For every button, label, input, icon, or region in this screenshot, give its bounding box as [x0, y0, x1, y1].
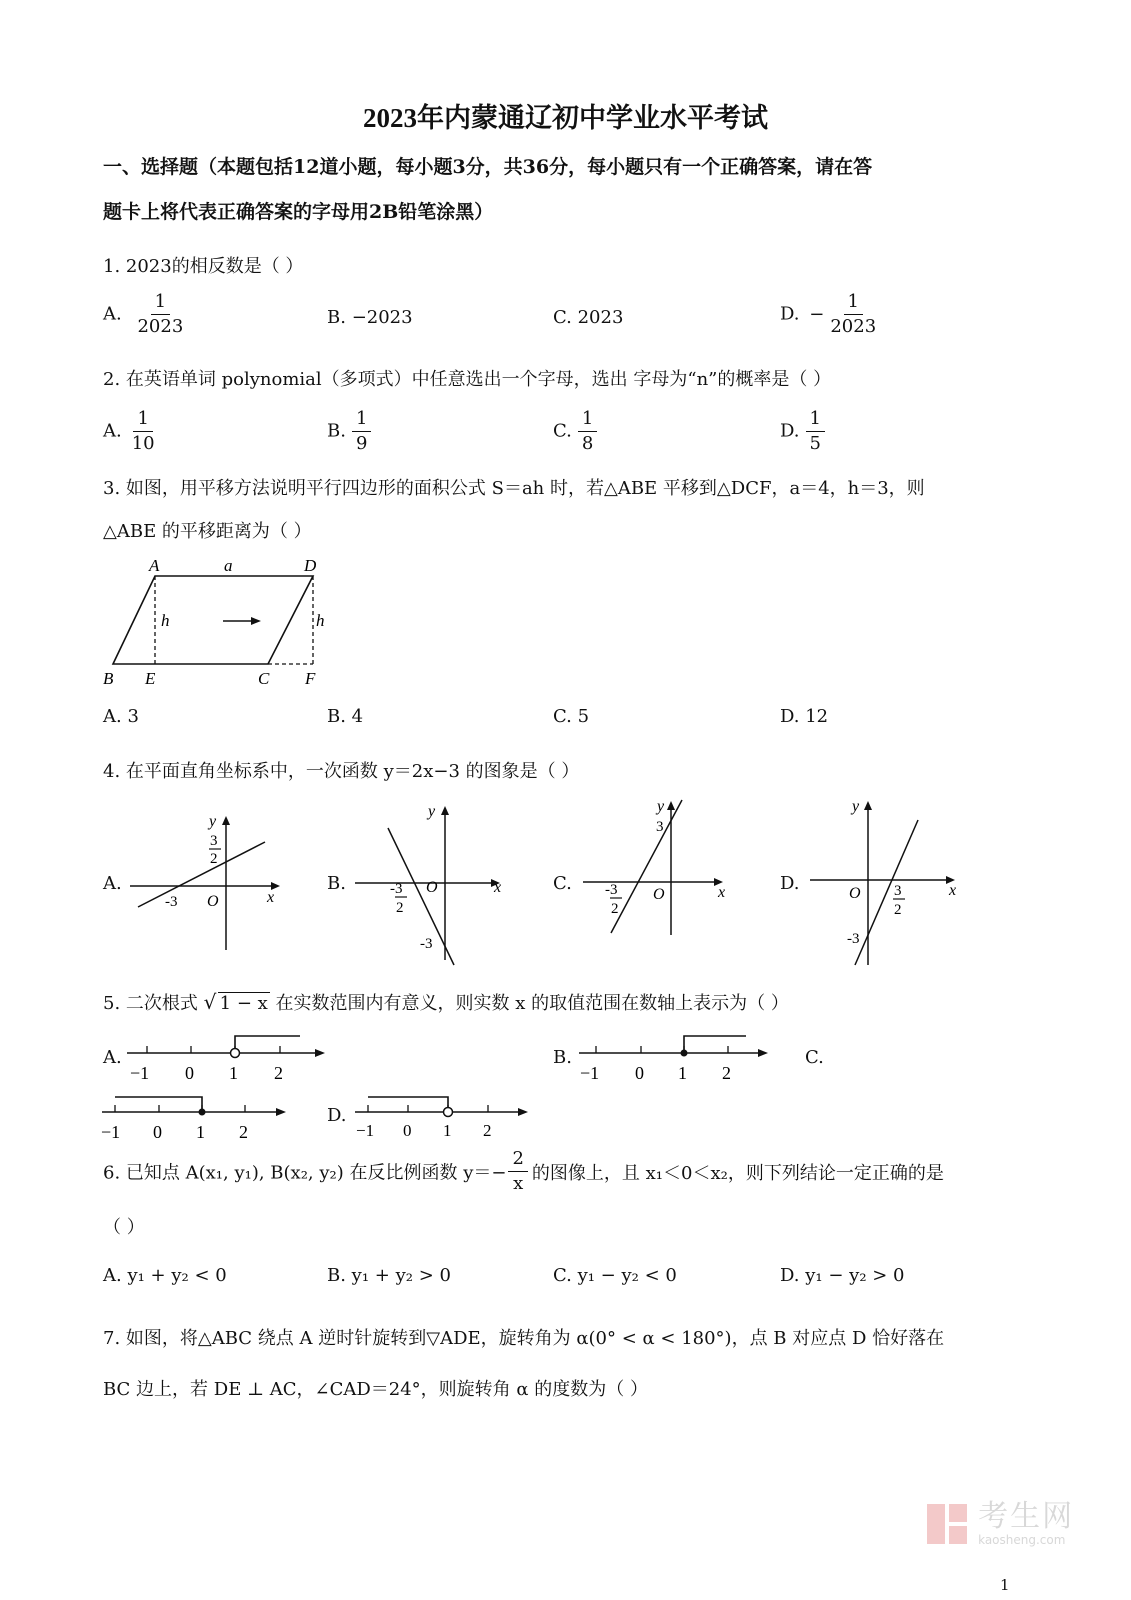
graph-line: [138, 842, 265, 907]
arrow-head-icon: [251, 617, 261, 625]
tick-label: 0: [403, 1121, 412, 1140]
radicand: 1 − x: [219, 993, 268, 1014]
closed-endpoint: [199, 1109, 206, 1116]
root-label: -3: [165, 894, 178, 910]
label-e: E: [145, 669, 156, 688]
question-1: 1. 2023的相反数是（ ）: [103, 256, 304, 277]
origin-label: O: [207, 893, 219, 910]
y-label: y: [852, 798, 860, 815]
open-endpoint: [231, 1049, 240, 1058]
tick-label: 1: [196, 1122, 205, 1142]
question-6-line2: （ ）: [103, 1217, 145, 1238]
parallelogram-figure: [95, 553, 335, 693]
fraction-numerator: 1: [352, 410, 371, 432]
q3-option-b: B. 4: [327, 706, 364, 727]
fraction-denominator: 10: [131, 433, 155, 454]
fraction-numerator: 1: [133, 410, 152, 432]
tick-label: 2: [274, 1063, 283, 1083]
question-3-line2: △ABE 的平移距离为（ ）: [103, 521, 312, 542]
y-arrow-icon: [441, 806, 449, 815]
option-label: C.: [553, 307, 572, 328]
q2-option-a: [103, 410, 159, 453]
q3-option-d: D. 12: [780, 706, 829, 727]
label-a: A: [149, 556, 160, 575]
closed-endpoint: [681, 1050, 688, 1057]
q5-label-d: D.: [327, 1105, 347, 1126]
question-7-line1: 7. 如图，将△ABC 绕点 A 逆时针旋转到▽ADE，旋转角为 α(0° < α < 180°)，点 B 对应点 D 恰好落在: [103, 1328, 945, 1349]
tick-label: 2: [722, 1063, 731, 1083]
label-c: C: [258, 669, 270, 688]
q6-option-b: B. y₁ + y₂ > 0: [327, 1265, 451, 1286]
q6-option-d: D. y₁ − y₂ > 0: [780, 1265, 905, 1286]
question-2: 2. 在英语单词 polynomial（多项式）中任意选出一个字母，选出 字母为“n”的概率是（ ）: [103, 369, 832, 390]
intercept-denominator: 2: [210, 851, 218, 867]
y-arrow-icon: [667, 801, 675, 810]
tick-label: 1: [229, 1063, 238, 1083]
tick-label: −1: [101, 1122, 121, 1142]
q5-label-b: B.: [553, 1047, 572, 1068]
intercept-label: -3: [847, 931, 860, 947]
fraction-numerator: 1: [844, 293, 863, 315]
fraction-denominator: 5: [809, 433, 821, 454]
q6-option-c: C. y₁ − y₂ < 0: [553, 1265, 677, 1286]
label-f: F: [305, 669, 316, 688]
fraction-denominator: 2023: [830, 316, 877, 337]
option-value: −2023: [351, 307, 413, 328]
label-h-left: h: [161, 611, 170, 630]
sqrt-expression: [203, 990, 276, 1014]
origin-label: O: [653, 886, 665, 903]
q6-prefix: 6. 已知点 A(x₁, y₁), B(x₂, y₂) 在反比例函数 y＝−: [103, 1162, 507, 1184]
q6-option-a: A. y₁ + y₂ < 0: [103, 1265, 227, 1286]
graph-line: [855, 820, 918, 965]
q5-label-c: C.: [805, 1047, 824, 1068]
root-denominator: 2: [894, 902, 902, 918]
watermark-url: kaosheng.com: [978, 1533, 1066, 1547]
tick-label: −1: [130, 1063, 150, 1083]
tick-label: 2: [483, 1121, 492, 1140]
x-label: x: [494, 879, 502, 896]
tick-label: 0: [153, 1122, 162, 1142]
number-line-a: [122, 1028, 332, 1088]
number-line-d: [350, 1087, 540, 1147]
watermark-logo-icon: [925, 1500, 969, 1548]
q4-label-a: A.: [103, 873, 122, 894]
fraction-numerator: 1: [806, 410, 825, 432]
root-denominator: 2: [611, 901, 619, 917]
label-b: B: [103, 669, 114, 688]
fraction-numerator: 1: [151, 293, 170, 315]
tick-label: 0: [635, 1063, 644, 1083]
y-arrow-icon: [222, 816, 230, 825]
tick-label: 0: [185, 1063, 194, 1083]
option-label: D.: [780, 420, 800, 442]
y-arrow-icon: [864, 801, 872, 810]
graph-d: [805, 795, 965, 970]
q5-label-a: A.: [103, 1047, 122, 1068]
q4-label-d: D.: [780, 873, 800, 894]
watermark-text: 考生网: [978, 1499, 1075, 1534]
q2-option-c: [553, 410, 597, 453]
option-label: A.: [103, 420, 122, 442]
page-number: 1: [1000, 1576, 1010, 1594]
q4-label-c: C.: [553, 873, 572, 894]
question-6-line1: [103, 1150, 944, 1193]
question-5: [103, 989, 789, 1015]
q4-label-b: B.: [327, 873, 346, 894]
open-endpoint: [444, 1108, 453, 1117]
fraction-denominator: x: [513, 1173, 524, 1194]
number-line-b: [574, 1028, 784, 1088]
q6-suffix: 的图像上，且 x₁＜0＜x₂，则下列结论一定正确的是: [531, 1162, 944, 1184]
tick-label: 1: [443, 1121, 452, 1140]
option-label: B.: [327, 307, 346, 328]
question-3-line1: 3. 如图，用平移方法说明平行四边形的面积公式 S＝ah 时，若△ABE 平移到△DCF，a＝4，h＝3，则: [103, 478, 925, 499]
graph-c: [578, 795, 738, 965]
root-numerator: -3: [390, 881, 403, 897]
negative-sign: −: [809, 304, 825, 325]
radical-icon: √: [203, 990, 217, 1014]
q1-option-d: [780, 293, 880, 336]
q1-option-c: [553, 307, 623, 328]
root-numerator: 3: [894, 883, 902, 899]
option-label: B.: [327, 420, 346, 442]
y-label: y: [657, 798, 665, 815]
q3-option-c: C. 5: [553, 706, 590, 727]
q5-prefix: 5. 二次根式: [103, 993, 198, 1014]
axis-arrow-icon: [518, 1108, 528, 1116]
root-denominator: 2: [396, 900, 404, 916]
root-numerator: -3: [605, 882, 618, 898]
axis-arrow-icon: [315, 1049, 325, 1057]
range-bracket: [235, 1036, 300, 1049]
page-title: 2023年内蒙通辽初中学业水平考试: [363, 103, 768, 133]
parallelogram: [113, 576, 313, 664]
range-bracket: [684, 1036, 746, 1053]
fraction-denominator: 8: [581, 433, 594, 454]
tick-label: −1: [580, 1063, 600, 1083]
y-label: y: [428, 803, 436, 820]
axis-arrow-icon: [758, 1049, 768, 1057]
label-h-right: h: [316, 611, 325, 630]
fraction-denominator: 9: [355, 433, 368, 454]
x-label: x: [949, 882, 957, 899]
axis-arrow-icon: [276, 1108, 286, 1116]
q5-suffix: 在实数范围内有意义，则实数 x 的取值范围在数轴上表示为（ ）: [275, 993, 789, 1014]
fraction-numerator: 1: [578, 410, 597, 432]
q1-option-b: [327, 307, 413, 328]
number-line-c: [97, 1087, 307, 1147]
option-label: C.: [553, 420, 572, 442]
label-side-a: a: [224, 556, 233, 575]
x-label: x: [718, 884, 726, 901]
fraction-denominator: 2023: [137, 316, 184, 337]
intercept-numerator: 3: [210, 833, 218, 849]
option-label: D.: [780, 303, 800, 325]
intercept-label: -3: [420, 936, 433, 952]
q2-option-b: [327, 410, 371, 453]
question-7-line2: BC 边上，若 DE ⊥ AC，∠CAD＝24°，则旋转角 α 的度数为（ ）: [103, 1379, 648, 1400]
graph-b: [350, 800, 510, 970]
question-4: 4. 在平面直角坐标系中，一次函数 y＝2x−3 的图象是（ ）: [103, 761, 580, 782]
x-label: x: [267, 889, 275, 906]
watermark: [925, 1500, 1074, 1548]
q1-option-a: [103, 293, 187, 336]
q3-option-a: A. 3: [103, 706, 139, 727]
y-label: y: [209, 813, 217, 830]
tick-label: −1: [356, 1121, 375, 1140]
intercept-label: 3: [656, 819, 664, 835]
section-header-line1: 一、选择题（本题包括12道小题，每小题3分，共36分，每小题只有一个正确答案，请在答: [103, 156, 873, 178]
graph-a: [125, 810, 285, 955]
origin-label: O: [426, 879, 438, 896]
label-d: D: [304, 556, 317, 575]
tick-label: 2: [239, 1122, 248, 1142]
origin-label: O: [849, 885, 861, 902]
option-label: A.: [103, 303, 122, 325]
fraction-numerator: 2: [508, 1150, 527, 1172]
tick-label: 1: [678, 1063, 687, 1083]
option-value: 2023: [577, 307, 624, 328]
q2-option-d: [780, 410, 825, 453]
section-header-line2: 题卡上将代表正确答案的字母用2B铅笔涂黑）: [103, 201, 494, 223]
